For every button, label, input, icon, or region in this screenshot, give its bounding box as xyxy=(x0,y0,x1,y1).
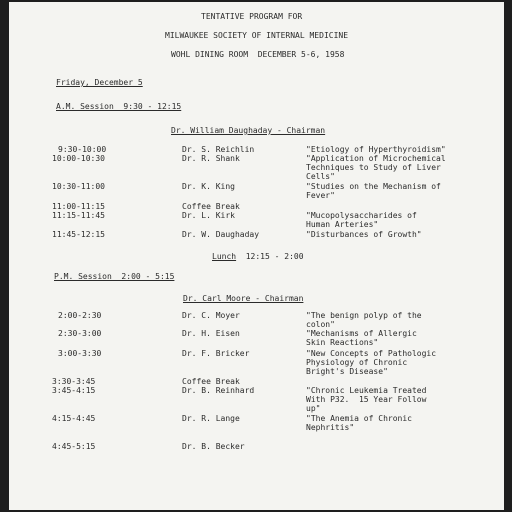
schedule-speaker: Dr. R. Shank xyxy=(182,154,240,163)
schedule-time: 4:45-5:15 xyxy=(52,442,96,451)
schedule-talk-title: "Etiology of Hyperthyroidism" xyxy=(306,145,446,154)
schedule-talk-title: "Disturbances of Growth" xyxy=(306,230,422,239)
schedule-speaker: Dr. H. Eisen xyxy=(182,329,240,338)
schedule-time: 3:45-4:15 xyxy=(52,386,96,395)
schedule-talk-title: "Mucopolysaccharides of Human Arteries" xyxy=(306,211,417,229)
program-page xyxy=(9,2,504,510)
schedule-speaker: Dr. R. Lange xyxy=(182,414,240,423)
header-society: MILWAUKEE SOCIETY OF INTERNAL MEDICINE xyxy=(165,31,349,40)
schedule-speaker: Dr. K. King xyxy=(182,182,235,191)
schedule-speaker: Dr. W. Daughaday xyxy=(182,230,260,239)
schedule-talk-title: "Chronic Leukemia Treated With P32. 15 Year Follow up" xyxy=(306,386,427,413)
schedule-time: 2:30-3:00 xyxy=(58,329,102,338)
schedule-time: 11:45-12:15 xyxy=(52,230,105,239)
schedule-time: 3:30-3:45 xyxy=(52,377,96,386)
schedule-break: Coffee Break xyxy=(182,202,240,211)
schedule-talk-title: "The Anemia of Chronic Nephritis" xyxy=(306,414,412,432)
am-session-heading: A.M. Session 9:30 - 12:15 xyxy=(56,102,182,111)
schedule-speaker: Dr. F. Bricker xyxy=(182,349,250,358)
schedule-talk-title: "Studies on the Mechanism of Fever" xyxy=(306,182,441,200)
am-chairman: Dr. William Daughaday - Chairman xyxy=(171,126,326,135)
schedule-speaker: Dr. B. Reinhard xyxy=(182,386,255,395)
schedule-time: 3:00-3:30 xyxy=(58,349,102,358)
schedule-time: 4:15-4:45 xyxy=(52,414,96,423)
pm-chairman: Dr. Carl Moore - Chairman xyxy=(183,294,304,303)
pm-session-heading: P.M. Session 2:00 - 5:15 xyxy=(54,272,175,281)
schedule-talk-title: "New Concepts of Pathologic Physiology of Chronic Bright's Disease" xyxy=(306,349,437,376)
schedule-talk-title: "Application of Microchemical Techniques to Study of Liver Cells" xyxy=(306,154,446,181)
schedule-speaker: Dr. C. Moyer xyxy=(182,311,240,320)
schedule-speaker: Dr. L. Kirk xyxy=(182,211,235,220)
schedule-time: 11:15-11:45 xyxy=(52,211,105,220)
lunch-line xyxy=(212,252,304,261)
header-title: TENTATIVE PROGRAM FOR xyxy=(201,12,303,21)
schedule-talk-title: "The benign polyp of the colon" xyxy=(306,311,422,329)
schedule-time: 2:00-2:30 xyxy=(58,311,102,320)
schedule-time: 10:30-11:00 xyxy=(52,182,105,191)
schedule-time: 10:00-10:30 xyxy=(52,154,105,163)
schedule-speaker: Dr. S. Reichlin xyxy=(182,145,255,154)
day-heading: Friday, December 5 xyxy=(56,78,143,87)
schedule-break: Coffee Break xyxy=(182,377,240,386)
schedule-time: 9:30-10:00 xyxy=(58,145,107,154)
schedule-speaker: Dr. B. Becker xyxy=(182,442,245,451)
schedule-time: 11:00-11:15 xyxy=(52,202,105,211)
schedule-talk-title: "Mechanisms of Allergic Skin Reactions" xyxy=(306,329,417,347)
lunch-time: 12:15 - 2:00 xyxy=(236,252,304,261)
lunch-label: Lunch xyxy=(212,252,237,261)
header-venue-date: WOHL DINING ROOM DECEMBER 5-6, 1958 xyxy=(171,50,345,59)
